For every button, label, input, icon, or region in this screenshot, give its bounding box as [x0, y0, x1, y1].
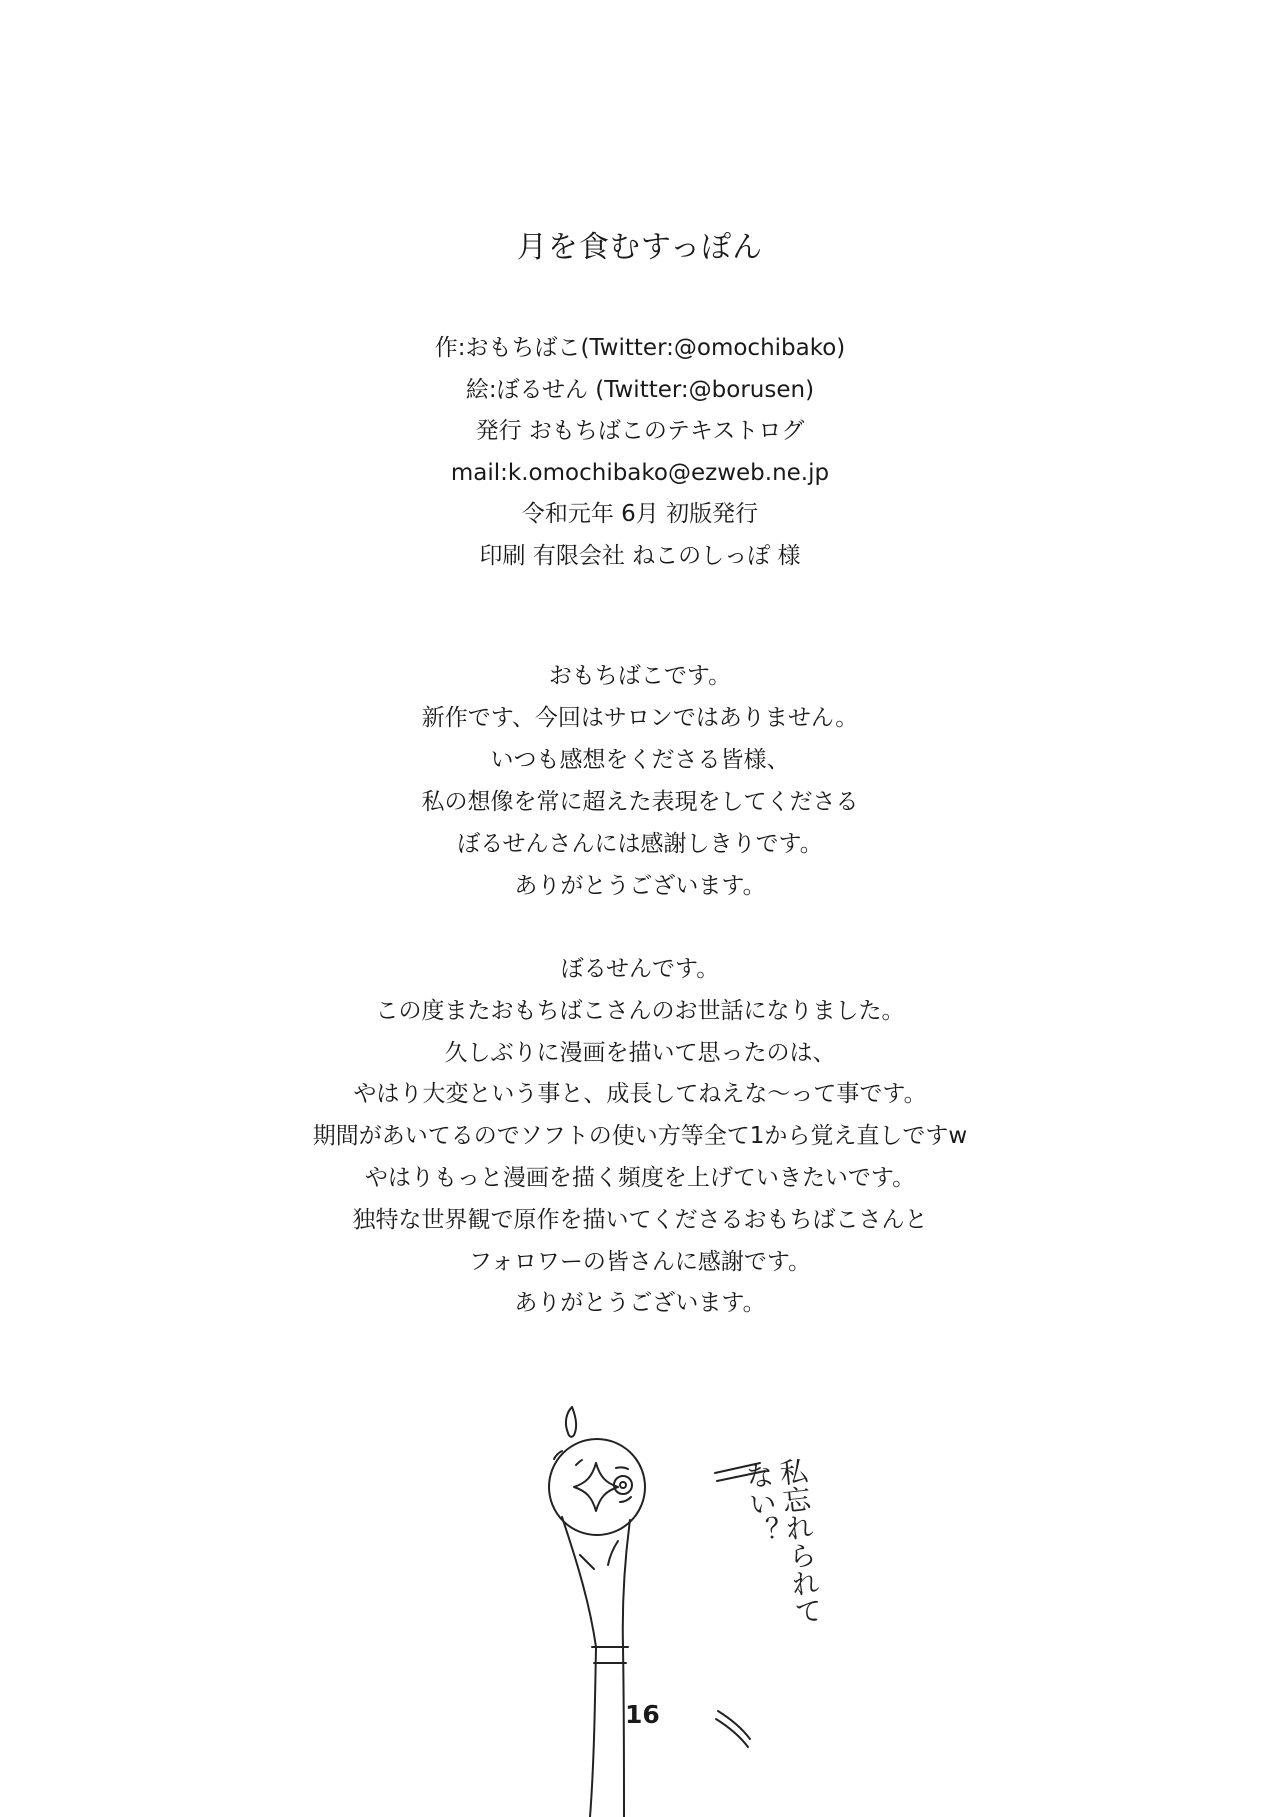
afterword-author — [0, 655, 1280, 907]
afterword-line: おもちばこです。 — [548, 663, 732, 689]
afterword-line: やはり大変という事と、成長してねえな〜って事です。 — [353, 1081, 927, 1108]
speech-line: ない？ — [740, 1459, 783, 1547]
colophon-edition: 令和元年 6月 初版発行 — [521, 501, 759, 527]
afterword-line: 新作です、今回はサロンではありません。 — [421, 705, 859, 731]
afterword-line: いつも感想をくださる皆様、 — [490, 747, 790, 773]
colophon-illustrator: 絵:ぼるせん (Twitter:@borusen) — [465, 376, 815, 403]
afterword-line: ありがとうございます。 — [514, 1290, 766, 1317]
afterword-line: やはりもっと漫画を描く頻度を上げていきたいです。 — [364, 1164, 916, 1191]
book-title: 月を食むすっぽん — [516, 230, 764, 265]
afterword-line: 久しぶりに漫画を描いて思ったのは、 — [444, 1039, 836, 1066]
afterword-line: ぼるせんさんには感謝しきりです。 — [457, 831, 823, 857]
colophon-printer: 印刷 有限会社 ねこのしっぽ 様 — [479, 542, 801, 569]
afterword-line: 私の想像を常に超えた表現をしてくださる — [421, 789, 859, 815]
afterword-line: ありがとうございます。 — [514, 873, 766, 899]
page-number: 16 — [625, 1700, 660, 1729]
sweat-drop-icon — [566, 1407, 576, 1437]
afterword-line: 独特な世界観で原作を描いてくださるおもちばこさんと — [352, 1206, 928, 1233]
sparkle-eye-icon — [574, 1463, 618, 1511]
afterword-line: 期間があいてるのでソフトの使い方等全て1から覚え直しですw — [312, 1123, 968, 1150]
afterword-illustrator — [0, 949, 1280, 1325]
colophon-publisher: 発行 おもちばこのテキストログ — [475, 418, 805, 444]
colophon-email: mail:k.omochibako@ezweb.ne.jp — [450, 459, 830, 486]
afterword-line: この度またおもちばこさんのお世話になりました。 — [375, 997, 905, 1024]
afterword-line: フォロワーの皆さんに感謝です。 — [468, 1248, 811, 1275]
speech-line: 私忘れられて — [774, 1455, 825, 1627]
colophon-author: 作:おもちばこ(Twitter:@omochibako) — [434, 335, 846, 361]
colophon — [0, 328, 1280, 577]
afterword-line: ぼるせんです。 — [560, 956, 720, 982]
